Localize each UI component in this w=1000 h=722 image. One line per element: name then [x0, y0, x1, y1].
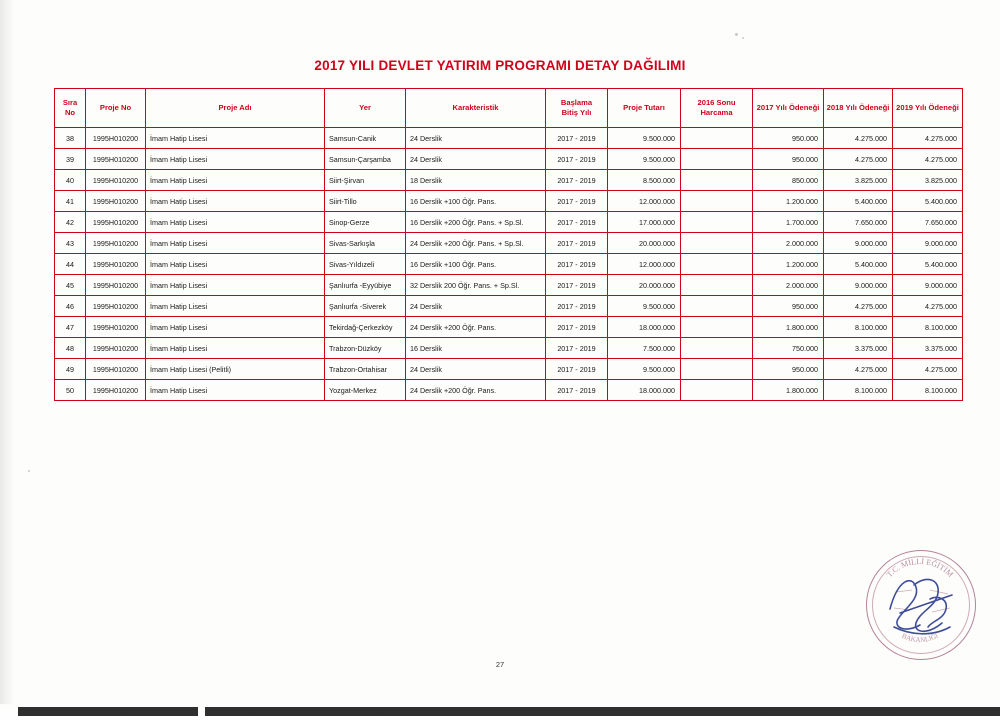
cell-baslama-bitis: 2017 - 2019	[546, 191, 608, 212]
table-header-row	[55, 89, 963, 128]
table-row	[55, 317, 963, 338]
cell-odenek-2019: 4.275.000	[893, 149, 963, 170]
column-header-2017-odenegi: 2017 Yılı Ödeneği	[753, 89, 824, 128]
cell-karakteristik: 24 Derslik	[406, 149, 546, 170]
cell-sira-no: 42	[55, 212, 86, 233]
table-row	[55, 128, 963, 149]
cell-odenek-2019: 7.650.000	[893, 212, 963, 233]
cell-odenek-2019: 4.275.000	[893, 296, 963, 317]
cell-yer: Şanlıurfa -Eyyübiye	[325, 275, 406, 296]
cell-odenek-2019: 4.275.000	[893, 128, 963, 149]
cell-baslama-bitis: 2017 - 2019	[546, 212, 608, 233]
cell-proje-tutari: 18.000.000	[608, 317, 681, 338]
scan-bar-right	[205, 707, 1000, 716]
cell-odenek-2019: 8.100.000	[893, 380, 963, 401]
column-header-2018-odenegi: 2018 Yılı Ödeneği	[824, 89, 893, 128]
cell-odenek-2019: 9.000.000	[893, 233, 963, 254]
cell-odenek-2018: 3.375.000	[824, 338, 893, 359]
cell-proje-adi: İmam Hatip Lisesi	[146, 149, 325, 170]
cell-proje-adi: İmam Hatip Lisesi	[146, 191, 325, 212]
cell-baslama-bitis: 2017 - 2019	[546, 170, 608, 191]
cell-proje-tutari: 8.500.000	[608, 170, 681, 191]
cell-yer: Samsun-Canik	[325, 128, 406, 149]
cell-baslama-bitis: 2017 - 2019	[546, 275, 608, 296]
cell-baslama-bitis: 2017 - 2019	[546, 296, 608, 317]
cell-proje-adi: İmam Hatip Lisesi	[146, 275, 325, 296]
cell-baslama-bitis: 2017 - 2019	[546, 254, 608, 275]
cell-sira-no: 49	[55, 359, 86, 380]
cell-proje-tutari: 20.000.000	[608, 233, 681, 254]
cell-sira-no: 39	[55, 149, 86, 170]
cell-harcama-2016	[681, 128, 753, 149]
cell-yer: Sivas-Yıldızeli	[325, 254, 406, 275]
cell-karakteristik: 24 Derslik +200 Öğr. Pans.	[406, 317, 546, 338]
cell-proje-adi: İmam Hatip Lisesi (Pelitli)	[146, 359, 325, 380]
table-row	[55, 296, 963, 317]
cell-proje-no: 1995H010200	[86, 338, 146, 359]
cell-odenek-2018: 4.275.000	[824, 359, 893, 380]
table-row	[55, 254, 963, 275]
cell-sira-no: 47	[55, 317, 86, 338]
page-title: 2017 YILI DEVLET YATIRIM PROGRAMI DETAY DAĞILIMI	[314, 58, 686, 73]
cell-sira-no: 43	[55, 233, 86, 254]
cell-sira-no: 45	[55, 275, 86, 296]
cell-proje-adi: İmam Hatip Lisesi	[146, 296, 325, 317]
svg-text:BAKANLIĞI: BAKANLIĞI	[900, 631, 940, 645]
cell-yer: Siirt-Şirvan	[325, 170, 406, 191]
cell-proje-tutari: 12.000.000	[608, 191, 681, 212]
cell-karakteristik: 24 Derslik	[406, 359, 546, 380]
cell-odenek-2018: 8.100.000	[824, 380, 893, 401]
table-body	[55, 128, 963, 401]
table-row	[55, 380, 963, 401]
cell-odenek-2019: 5.400.000	[893, 254, 963, 275]
cell-odenek-2019: 4.275.000	[893, 359, 963, 380]
cell-odenek-2018: 9.000.000	[824, 275, 893, 296]
column-header-karakteristik: Karakteristik	[406, 89, 546, 128]
cell-proje-no: 1995H010200	[86, 212, 146, 233]
column-header-yer: Yer	[325, 89, 406, 128]
cell-proje-no: 1995H010200	[86, 128, 146, 149]
scan-bar-left	[18, 707, 198, 716]
cell-odenek-2017: 1.800.000	[753, 317, 824, 338]
cell-proje-adi: İmam Hatip Lisesi	[146, 254, 325, 275]
cell-karakteristik: 16 Derslik +100 Öğr. Pans.	[406, 254, 546, 275]
cell-karakteristik: 16 Derslik	[406, 338, 546, 359]
cell-harcama-2016	[681, 317, 753, 338]
column-header-2019-odenegi: 2019 Yılı Ödeneği	[893, 89, 963, 128]
cell-harcama-2016	[681, 149, 753, 170]
cell-odenek-2017: 2.000.000	[753, 275, 824, 296]
cell-odenek-2017: 950.000	[753, 149, 824, 170]
page-number: 27	[495, 660, 505, 669]
cell-odenek-2018: 7.650.000	[824, 212, 893, 233]
investment-program-table	[54, 88, 963, 401]
cell-karakteristik: 24 Derslik	[406, 128, 546, 149]
table-row	[55, 338, 963, 359]
cell-yer: Trabzon-Düzköy	[325, 338, 406, 359]
cell-proje-no: 1995H010200	[86, 170, 146, 191]
cell-proje-no: 1995H010200	[86, 359, 146, 380]
svg-text:T.C. MİLLİ EĞİTİM: T.C. MİLLİ EĞİTİM	[884, 556, 955, 579]
cell-yer: Trabzon-Ortahisar	[325, 359, 406, 380]
cell-odenek-2019: 3.375.000	[893, 338, 963, 359]
cell-sira-no: 38	[55, 128, 86, 149]
cell-proje-tutari: 9.500.000	[608, 128, 681, 149]
cell-sira-no: 41	[55, 191, 86, 212]
cell-karakteristik: 32 Derslik 200 Öğr. Pans. + Sp.Sl.	[406, 275, 546, 296]
cell-odenek-2017: 950.000	[753, 128, 824, 149]
cell-proje-tutari: 9.500.000	[608, 296, 681, 317]
cell-proje-tutari: 18.000.000	[608, 380, 681, 401]
cell-odenek-2018: 4.275.000	[824, 149, 893, 170]
cell-harcama-2016	[681, 170, 753, 191]
cell-proje-no: 1995H010200	[86, 275, 146, 296]
cell-proje-tutari: 9.500.000	[608, 149, 681, 170]
cell-baslama-bitis: 2017 - 2019	[546, 128, 608, 149]
cell-harcama-2016	[681, 380, 753, 401]
cell-proje-no: 1995H010200	[86, 296, 146, 317]
column-header-proje-tutari: Proje Tutarı	[608, 89, 681, 128]
cell-sira-no: 50	[55, 380, 86, 401]
cell-proje-adi: İmam Hatip Lisesi	[146, 128, 325, 149]
stamp-inner-marks	[866, 550, 978, 662]
cell-yer: Yozgat-Merkez	[325, 380, 406, 401]
cell-proje-tutari: 20.000.000	[608, 275, 681, 296]
cell-harcama-2016	[681, 296, 753, 317]
cell-harcama-2016	[681, 233, 753, 254]
table-row	[55, 191, 963, 212]
cell-yer: Sivas-Sarkışla	[325, 233, 406, 254]
cell-odenek-2017: 1.200.000	[753, 191, 824, 212]
cell-odenek-2018: 9.000.000	[824, 233, 893, 254]
cell-proje-no: 1995H010200	[86, 191, 146, 212]
cell-odenek-2018: 3.825.000	[824, 170, 893, 191]
cell-harcama-2016	[681, 191, 753, 212]
cell-odenek-2019: 5.400.000	[893, 191, 963, 212]
cell-odenek-2018: 4.275.000	[824, 128, 893, 149]
cell-odenek-2019: 9.000.000	[893, 275, 963, 296]
cell-harcama-2016	[681, 212, 753, 233]
cell-harcama-2016	[681, 359, 753, 380]
cell-yer: Siirt-Tillo	[325, 191, 406, 212]
cell-karakteristik: 16 Derslik +100 Öğr. Pans.	[406, 191, 546, 212]
cell-karakteristik: 16 Derslik +200 Öğr. Pans. + Sp.Sl.	[406, 212, 546, 233]
cell-sira-no: 40	[55, 170, 86, 191]
cell-karakteristik: 24 Derslik	[406, 296, 546, 317]
cell-yer: Sinop-Gerze	[325, 212, 406, 233]
cell-proje-adi: İmam Hatip Lisesi	[146, 233, 325, 254]
cell-proje-no: 1995H010200	[86, 380, 146, 401]
cell-proje-adi: İmam Hatip Lisesi	[146, 317, 325, 338]
cell-baslama-bitis: 2017 - 2019	[546, 149, 608, 170]
cell-sira-no: 48	[55, 338, 86, 359]
cell-proje-no: 1995H010200	[86, 233, 146, 254]
official-stamp	[866, 550, 978, 662]
column-header-2016-sonu-harcama: 2016 Sonu Harcama	[681, 89, 753, 128]
cell-odenek-2017: 750.000	[753, 338, 824, 359]
cell-odenek-2017: 1.800.000	[753, 380, 824, 401]
cell-odenek-2018: 8.100.000	[824, 317, 893, 338]
cell-odenek-2017: 1.200.000	[753, 254, 824, 275]
cell-sira-no: 46	[55, 296, 86, 317]
cell-proje-tutari: 17.000.000	[608, 212, 681, 233]
cell-odenek-2019: 8.100.000	[893, 317, 963, 338]
cell-proje-adi: İmam Hatip Lisesi	[146, 170, 325, 191]
scan-speck	[742, 37, 744, 39]
cell-odenek-2017: 950.000	[753, 359, 824, 380]
cell-harcama-2016	[681, 275, 753, 296]
cell-proje-adi: İmam Hatip Lisesi	[146, 380, 325, 401]
cell-odenek-2019: 3.825.000	[893, 170, 963, 191]
cell-odenek-2017: 1.700.000	[753, 212, 824, 233]
cell-baslama-bitis: 2017 - 2019	[546, 359, 608, 380]
column-header-proje-adi: Proje Adı	[146, 89, 325, 128]
column-header-sira-no: Sıra No	[55, 89, 86, 128]
cell-odenek-2018: 5.400.000	[824, 191, 893, 212]
cell-baslama-bitis: 2017 - 2019	[546, 233, 608, 254]
cell-proje-tutari: 12.000.000	[608, 254, 681, 275]
cell-baslama-bitis: 2017 - 2019	[546, 317, 608, 338]
cell-yer: Tekirdağ-Çerkezköy	[325, 317, 406, 338]
cell-odenek-2017: 950.000	[753, 296, 824, 317]
cell-odenek-2017: 2.000.000	[753, 233, 824, 254]
cell-proje-tutari: 7.500.000	[608, 338, 681, 359]
table-row	[55, 233, 963, 254]
cell-karakteristik: 18 Derslik	[406, 170, 546, 191]
cell-proje-no: 1995H010200	[86, 254, 146, 275]
cell-proje-no: 1995H010200	[86, 149, 146, 170]
cell-karakteristik: 24 Derslik +200 Öğr. Pans.	[406, 380, 546, 401]
cell-proje-tutari: 9.500.000	[608, 359, 681, 380]
cell-sira-no: 44	[55, 254, 86, 275]
cell-karakteristik: 24 Derslik +200 Öğr. Pans. + Sp.Sl.	[406, 233, 546, 254]
cell-odenek-2018: 4.275.000	[824, 296, 893, 317]
table-row	[55, 275, 963, 296]
cell-harcama-2016	[681, 338, 753, 359]
column-header-baslama-bitis-yili: Başlama Bitiş Yılı	[546, 89, 608, 128]
cell-baslama-bitis: 2017 - 2019	[546, 380, 608, 401]
table-row	[55, 359, 963, 380]
scan-edge-left	[0, 0, 14, 722]
table-row	[55, 170, 963, 191]
column-header-proje-no: Proje No	[86, 89, 146, 128]
table-row	[55, 149, 963, 170]
cell-yer: Şanlıurfa -Siverek	[325, 296, 406, 317]
cell-proje-adi: İmam Hatip Lisesi	[146, 338, 325, 359]
cell-proje-adi: İmam Hatip Lisesi	[146, 212, 325, 233]
table-row	[55, 212, 963, 233]
scan-speck	[28, 470, 30, 472]
scan-speck	[735, 33, 738, 36]
cell-harcama-2016	[681, 254, 753, 275]
cell-yer: Samsun-Çarşamba	[325, 149, 406, 170]
cell-proje-no: 1995H010200	[86, 317, 146, 338]
cell-odenek-2018: 5.400.000	[824, 254, 893, 275]
cell-baslama-bitis: 2017 - 2019	[546, 338, 608, 359]
cell-odenek-2017: 850.000	[753, 170, 824, 191]
